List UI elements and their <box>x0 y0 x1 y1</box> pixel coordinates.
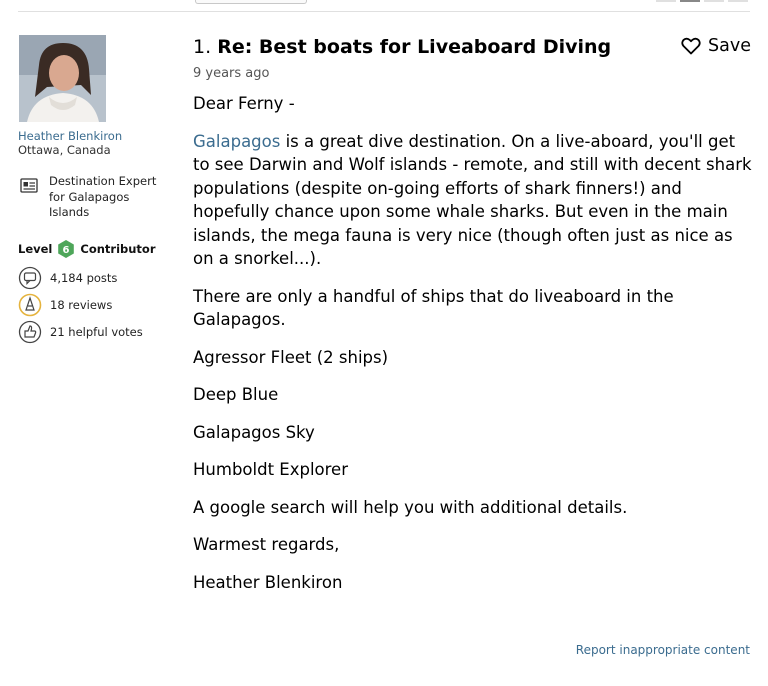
helpful-stat <box>18 320 143 344</box>
paragraph-1 <box>193 130 753 271</box>
report-content-link[interactable]: Report inappropriate content <box>575 643 750 657</box>
save-label: Save <box>708 36 751 56</box>
review-pen-icon <box>18 293 42 317</box>
save-button[interactable] <box>681 36 751 56</box>
ship-item: Humboldt Explorer <box>193 460 348 479</box>
post-body <box>193 92 753 608</box>
posts-count: 4,184 posts <box>50 271 118 285</box>
expert-card-icon <box>20 178 38 193</box>
posts-stat <box>18 266 117 290</box>
level-label: Level <box>18 242 53 256</box>
thumbs-up-icon <box>18 320 42 344</box>
speech-bubble-icon <box>18 266 42 290</box>
contributor-level <box>18 238 156 260</box>
pager-remnant <box>728 0 748 2</box>
ship-item: Deep Blue <box>193 385 279 404</box>
signature: Heather Blenkiron <box>193 572 343 592</box>
reviews-count: 18 reviews <box>50 298 113 312</box>
level-number: 6 <box>62 245 70 256</box>
paragraph-2: There are only a handful of ships that do liveaboard in the Galapagos. <box>193 286 674 329</box>
ship-item: Galapagos Sky <box>193 422 315 442</box>
avatar[interactable] <box>19 35 106 122</box>
paragraph-3: A google search will help you with additional details. <box>193 497 628 517</box>
closing: Warmest regards, <box>193 535 340 554</box>
post-timestamp: 9 years ago <box>193 66 270 81</box>
pager-remnant <box>656 0 676 2</box>
galapagos-link[interactable]: Galapagos <box>193 131 281 151</box>
paragraph-1-text: is a great dive destination. On a live-aboard, you'll get to see Darwin and Wolf islands - remote, and still with decent shark populations (despite on-going efforts of shark finners!) and hopefully chance upon some whale sharks. But even in the main islands, the mega fauna is very nice (though often just as nice as on a snorkel...). <box>193 131 752 268</box>
helpful-count: 21 helpful votes <box>50 325 143 339</box>
heart-icon <box>681 37 701 55</box>
post-number: 1. <box>193 36 212 58</box>
expert-label: Destination Expert for Galapagos Islands <box>49 174 157 219</box>
post-title-text: Re: Best boats for Liveaboard Diving <box>217 36 612 58</box>
author-name[interactable]: Heather Blenkiron <box>18 129 123 143</box>
pager-remnant <box>704 0 724 2</box>
top-divider <box>18 11 750 12</box>
author-location: Ottawa, Canada <box>18 143 111 157</box>
ship-item: Agressor Fleet (2 ships) <box>193 347 389 367</box>
level-badge-icon <box>56 239 76 259</box>
post-title <box>193 36 611 58</box>
top-control-remnant <box>195 0 307 4</box>
level-suffix: Contributor <box>80 242 156 256</box>
greeting: Dear Ferny - <box>193 94 295 113</box>
pager-remnant-active <box>680 0 700 2</box>
reviews-stat <box>18 293 112 317</box>
